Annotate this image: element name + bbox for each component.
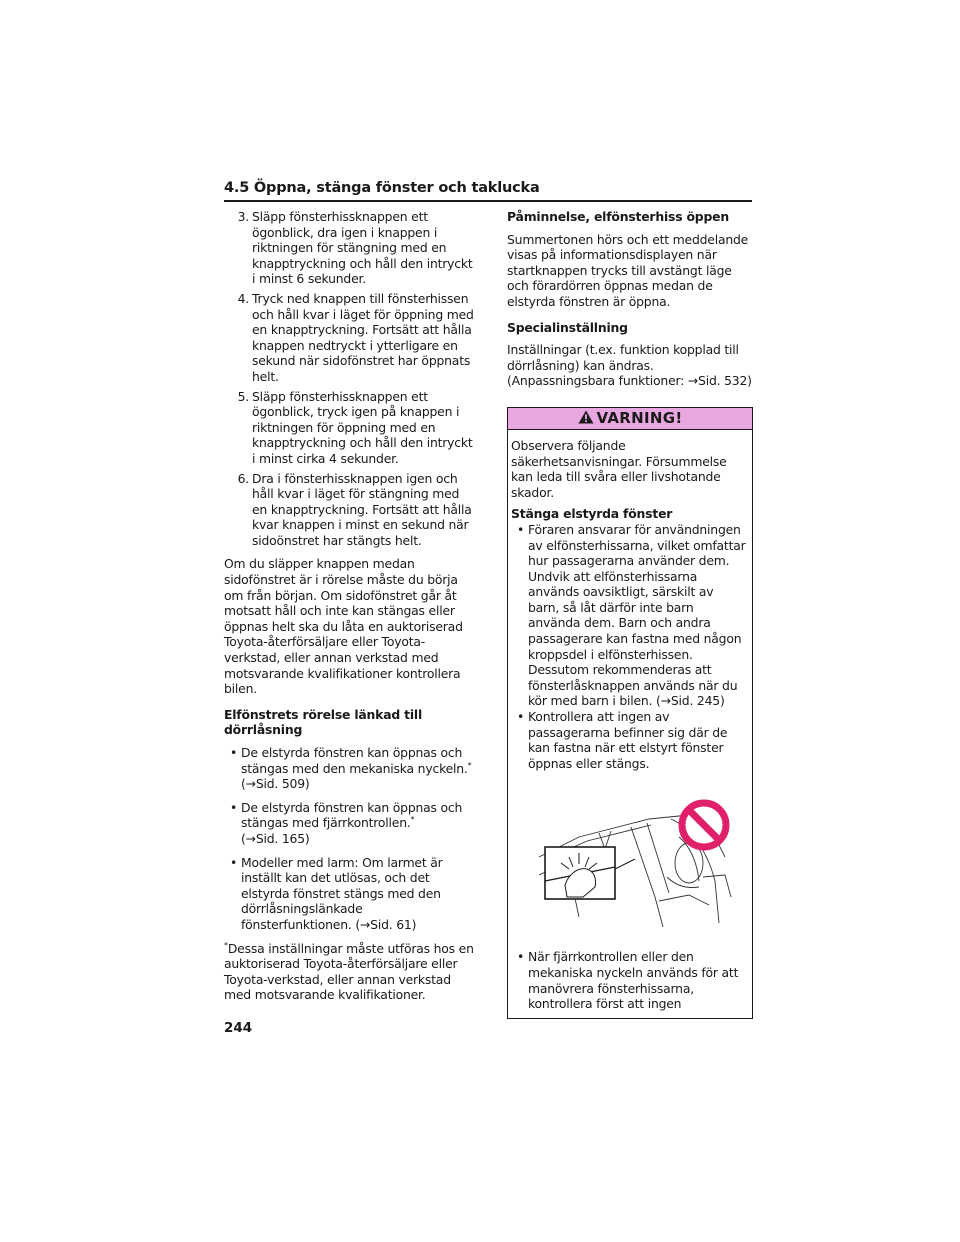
window-pinch-illustration [539,797,733,929]
warning-body [508,430,752,1018]
left-column [224,209,474,1003]
warning-bullet-text: Föraren ansvarar för användningen av elfönsterhissarna, vilket omfattar hur passagerarna använder dem. Undvik att elfönsterhissarna används oavsiktligt, särskilt av barn, så låt därför inte barn använda dem. Barn och andra passagerare kan fastna med någon kroppsdel i elfönsterhissen. Dessutom rekommenderas att fönsterlåsknappen används när du kör med barn i bilen. (→Sid. 245) [528,521,746,709]
page-reference-link[interactable]: (→Sid. 509) [241,776,310,792]
section-title: 4.5 Öppna, stänga fönster och taklucka [224,180,540,196]
bullet-dot: • [229,799,238,815]
bullet-item [224,800,474,847]
step-text: Tryck ned knappen till fönsterhissen och håll kvar i läget för öppning med en knapptryckning. Fortsätt att hålla knappen nedtryckt i ytterligare en sekund när sidofönstret har öppnats helt. [252,290,474,384]
footnote [224,941,474,1003]
section-subtitle: Elfönstrets rörelse länkad till dörrlåsning [224,706,423,738]
bullet-dot: • [516,709,525,725]
warning-bullet [511,709,748,771]
bullet-text: De elstyrda fönstren kan öppnas och stängas med fjärrkontrollen. [241,799,463,831]
step-item [224,209,474,287]
warning-header [508,408,752,430]
warning-intro: Observera följande säkerhetsanvisningar. Försummelse kan leda till svåra eller livshotande skador. [511,437,727,500]
warning-label: VARNING! [596,408,683,427]
page-reference-link[interactable]: (→Sid. 165) [241,830,310,846]
page-number: 244 [224,1020,253,1036]
warning-subtitle: Stänga elstyrda fönster [511,506,673,522]
footnote-marker: * [410,815,415,825]
footnote-marker: * [224,940,228,950]
section-header [224,180,752,202]
warning-bullet [511,949,748,1011]
warning-bullet-text: När fjärrkontrollen eller den mekaniska nyckeln används för att manövrera fönsterhissarna, kontrollera först att ingen [528,949,739,1012]
step-text: Släpp fönsterhissknappen ett ögonblick, tryck igen på knappen i riktningen för öppning med en knapptryckning och håll den intryckt i minst cirka 4 sekunder. [252,388,473,466]
reminder-title: Påminnelse, elfönsterhiss öppen [507,209,729,224]
restart-paragraph: Om du släpper knappen medan sidofönstret är i rörelse måste du börja om från början. Om sidofönstret går åt motsatt håll och inte kan stängas eller öppnas helt ska du låta en auktoriserad Toyota-återförsäljare eller Toyota-verkstad, eller annan verkstad med motsvarande kvalifikationer kontrollera bilen. [224,556,463,697]
prohibition-icon [682,803,726,847]
bullet-text: Modeller med larm: Om larmet är inställt kan det utlösas, och det elstyrda fönstret stängs med den dörrlåsningslänkade fönsterfunktionen. (→Sid. 61) [241,854,443,932]
step-number: 5. [237,388,249,404]
warning-bullet-text: Kontrollera att ingen av passagerarna befinner sig där de kan fastna när ett elstyrt fönster öppnas eller stängs. [528,709,728,771]
special-text: Inställningar (t.ex. funktion kopplad till dörrlåsning) kan ändras. (Anpassningsbara funktioner: →Sid. 532) [507,342,752,389]
step-number: 4. [237,290,249,306]
step-number: 3. [237,209,249,224]
step-text: Dra i fönsterhissknappen igen och håll kvar i läget för stängning med en knapptryckning. Fortsätt att hålla kvar knappen i minst en sekund när sidoönstret har stängts helt. [252,470,472,548]
step-number: 6. [237,470,249,486]
hand-pinch-inset [545,847,615,899]
special-title: Specialinställning [507,319,628,335]
warning-bullet [511,522,748,709]
bullet-dot: • [516,521,525,537]
bullet-dot: • [229,745,238,760]
warning-box [507,407,753,1019]
footnote-text: Dessa inställningar måste utföras hos en auktoriserad Toyota-återförsäljare eller Toyota-verkstad, eller annan verkstad med motsvarande kvalifikationer. [224,940,474,1003]
footnote-marker: * [467,760,472,770]
bullet-dot: • [516,949,525,965]
step-item [224,471,474,549]
bullet-text: De elstyrda fönstren kan öppnas och stängas med den mekaniska nyckeln. [241,745,468,776]
step-item [224,389,474,467]
warning-triangle-icon [578,410,597,428]
bullet-item [224,745,474,792]
step-item [224,291,474,385]
right-column [507,209,753,1019]
bullet-dot: • [229,854,238,870]
bullet-item [224,855,474,933]
reminder-text: Summertonen hörs och ett meddelande visas på informationsdisplayen när startknappen trycks till avstängt läge och förardörren öppnas medan de elstyrda fönstren är öppna. [507,231,749,309]
step-text: Släpp fönsterhissknappen ett ögonblick, dra igen i knappen i riktningen för stängning med en knapptryckning och håll den intryckt i minst 6 sekunder. [252,209,473,287]
